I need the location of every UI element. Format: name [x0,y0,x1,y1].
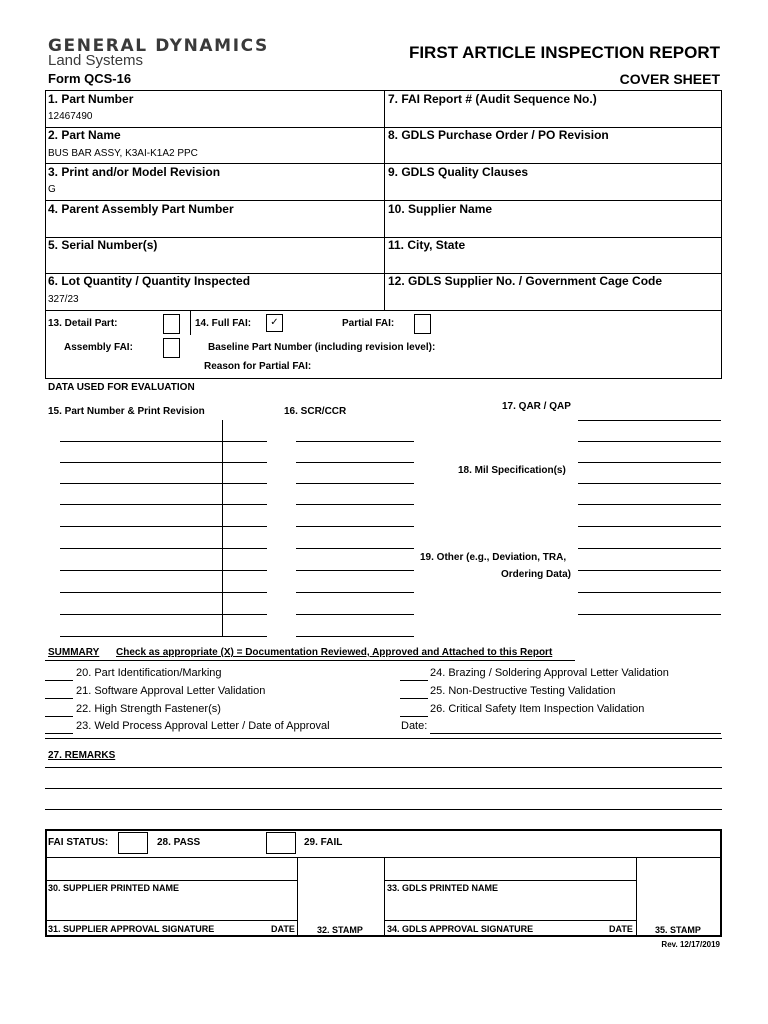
page-title: FIRST ARTICLE INSPECTION REPORT [408,43,720,62]
gdls-stamp-label: 35. STAMP [655,925,701,935]
remarks-line[interactable] [45,809,722,810]
gdls-sig-line [384,920,636,921]
entry-line[interactable] [578,526,721,527]
entry-line[interactable] [296,483,414,484]
serial-number-label: 5. Serial Number(s) [48,238,158,252]
summary-check-line[interactable] [400,698,428,699]
remarks-line[interactable] [45,788,722,789]
summary-check-line[interactable] [45,680,73,681]
pass-label: 28. PASS [157,837,201,848]
entry-line[interactable] [578,592,721,593]
print-revision-label: 3. Print and/or Model Revision [48,165,221,179]
fai-type-divider [190,310,191,335]
gdls-name-line [384,880,636,881]
entry-line[interactable] [296,504,414,505]
company-logo-name: GENERAL DYNAMICS [48,36,269,56]
summary-item: 22. High Strength Fastener(s) [76,703,221,715]
scr-ccr-header: 16. SCR/CCR [284,406,347,417]
supplier-number-label: 12. GDLS Supplier No. / Government Cage Code [388,274,663,288]
entry-line[interactable] [296,614,414,615]
entry-line[interactable] [296,636,414,637]
remarks-heading: 27. REMARKS [48,750,116,761]
part-print-revision-header: 15. Part Number & Print Revision [48,406,205,417]
supplier-printed-name-label: 30. SUPPLIER PRINTED NAME [48,883,180,893]
entry-line[interactable] [578,483,721,484]
fai-report-label: 7. FAI Report # (Audit Sequence No.) [388,92,597,106]
supplier-date-label: DATE [271,924,295,934]
summary-item: 21. Software Approval Letter Validation [76,685,266,697]
entry-line[interactable] [60,636,267,637]
signature-divider [384,857,385,937]
detail-part-label: 13. Detail Part: [48,318,118,329]
entry-line[interactable] [60,592,267,593]
entry-line[interactable] [578,462,721,463]
entry-line[interactable] [60,462,267,463]
date-label: Date: [401,720,428,732]
entry-line[interactable] [296,570,414,571]
fai-status-label: FAI STATUS: [48,837,109,848]
entry-line[interactable] [60,614,267,615]
assembly-fai-checkbox[interactable] [163,338,180,358]
entry-line[interactable] [296,526,414,527]
lot-quantity-value[interactable]: 327/23 [48,294,79,305]
entry-line[interactable] [578,504,721,505]
page-subtitle: COVER SHEET [619,71,720,87]
part-number-value[interactable]: 12467490 [48,111,93,122]
baseline-part-label: Baseline Part Number (including revision level): [208,342,436,353]
signature-divider [636,857,637,937]
city-state-label: 11. City, State [388,238,466,252]
gdls-date-label: DATE [609,924,633,934]
summary-check-line[interactable] [45,716,73,717]
entry-line[interactable] [60,548,267,549]
summary-item: 26. Critical Safety Item Inspection Validation [430,703,645,715]
entry-line[interactable] [578,614,721,615]
summary-item: 23. Weld Process Approval Letter / Date of Approval [76,720,330,732]
summary-item: 25. Non-Destructive Testing Validation [430,685,616,697]
part-name-label: 2. Part Name [48,128,121,142]
entry-line[interactable] [578,548,721,549]
revision-date: Rev. 12/17/2019 [661,940,720,949]
entry-line[interactable] [578,420,721,421]
entry-line[interactable] [296,592,414,593]
entry-line[interactable] [60,441,267,442]
summary-rule [45,660,575,661]
entry-line[interactable] [296,462,414,463]
part-revision-divider [222,420,223,637]
partial-fai-label: Partial FAI: [342,318,395,329]
print-revision-value[interactable]: G [48,184,56,195]
gdls-signature-label: 34. GDLS APPROVAL SIGNATURE [387,924,534,934]
summary-check-line[interactable] [400,680,428,681]
summary-check-line[interactable] [45,733,73,734]
lot-quantity-label: 6. Lot Quantity / Quantity Inspected [48,274,251,288]
fail-label: 29. FAIL [304,837,343,848]
form-number: Form QCS-16 [48,71,132,86]
company-logo-division: Land Systems [48,52,144,69]
other-header-line1: 19. Other (e.g., Deviation, TRA, [420,552,567,563]
entry-line[interactable] [60,526,267,527]
mil-spec-header: 18. Mil Specification(s) [458,465,566,476]
partial-fai-checkbox[interactable] [414,314,431,334]
entry-line[interactable] [60,570,267,571]
parent-assembly-label: 4. Parent Assembly Part Number [48,202,234,216]
entry-line[interactable] [296,441,414,442]
summary-check-line[interactable] [400,716,428,717]
part-number-label: 1. Part Number [48,92,134,106]
gdls-printed-name-label: 33. GDLS PRINTED NAME [387,883,499,893]
detail-part-checkbox[interactable] [163,314,180,334]
grid-row-line [45,127,722,128]
summary-check-line[interactable] [45,698,73,699]
remarks-line[interactable] [45,767,722,768]
supplier-name-line [45,880,297,881]
entry-line[interactable] [60,504,267,505]
fail-checkbox[interactable] [266,832,296,854]
entry-line[interactable] [578,441,721,442]
full-fai-checkbox[interactable]: ✓ [266,314,283,332]
supplier-stamp-label: 32. STAMP [317,925,363,935]
grid-row-line [45,163,722,164]
supplier-name-label: 10. Supplier Name [388,202,493,216]
evaluation-heading: DATA USED FOR EVALUATION [48,382,195,393]
supplier-sig-line [45,920,297,921]
signature-divider [297,857,298,937]
pass-checkbox[interactable] [118,832,148,854]
purchase-order-label: 8. GDLS Purchase Order / PO Revision [388,128,609,142]
summary-item: 24. Brazing / Soldering Approval Letter Validation [430,667,669,679]
part-name-value[interactable]: BUS BAR ASSY, K3AI-K1A2 PPC [48,148,198,159]
entry-line[interactable] [296,548,414,549]
entry-line[interactable] [578,570,721,571]
summary-bottom-rule [45,738,722,739]
quality-clauses-label: 9. GDLS Quality Clauses [388,165,529,179]
date-line[interactable] [430,733,721,734]
entry-line[interactable] [60,483,267,484]
summary-instruction: Check as appropriate (X) = Documentation Reviewed, Approved and Attached to this Report [116,647,553,658]
other-header-line2: Ordering Data) [501,569,572,580]
assembly-fai-label: Assembly FAI: [64,342,133,353]
supplier-signature-label: 31. SUPPLIER APPROVAL SIGNATURE [48,924,215,934]
partial-reason-label: Reason for Partial FAI: [204,361,312,372]
summary-heading: SUMMARY [48,647,100,658]
qar-qap-header: 17. QAR / QAP [502,401,571,412]
summary-item: 20. Part Identification/Marking [76,667,222,679]
grid-row-line [45,200,722,201]
full-fai-label: 14. Full FAI: [195,318,252,329]
